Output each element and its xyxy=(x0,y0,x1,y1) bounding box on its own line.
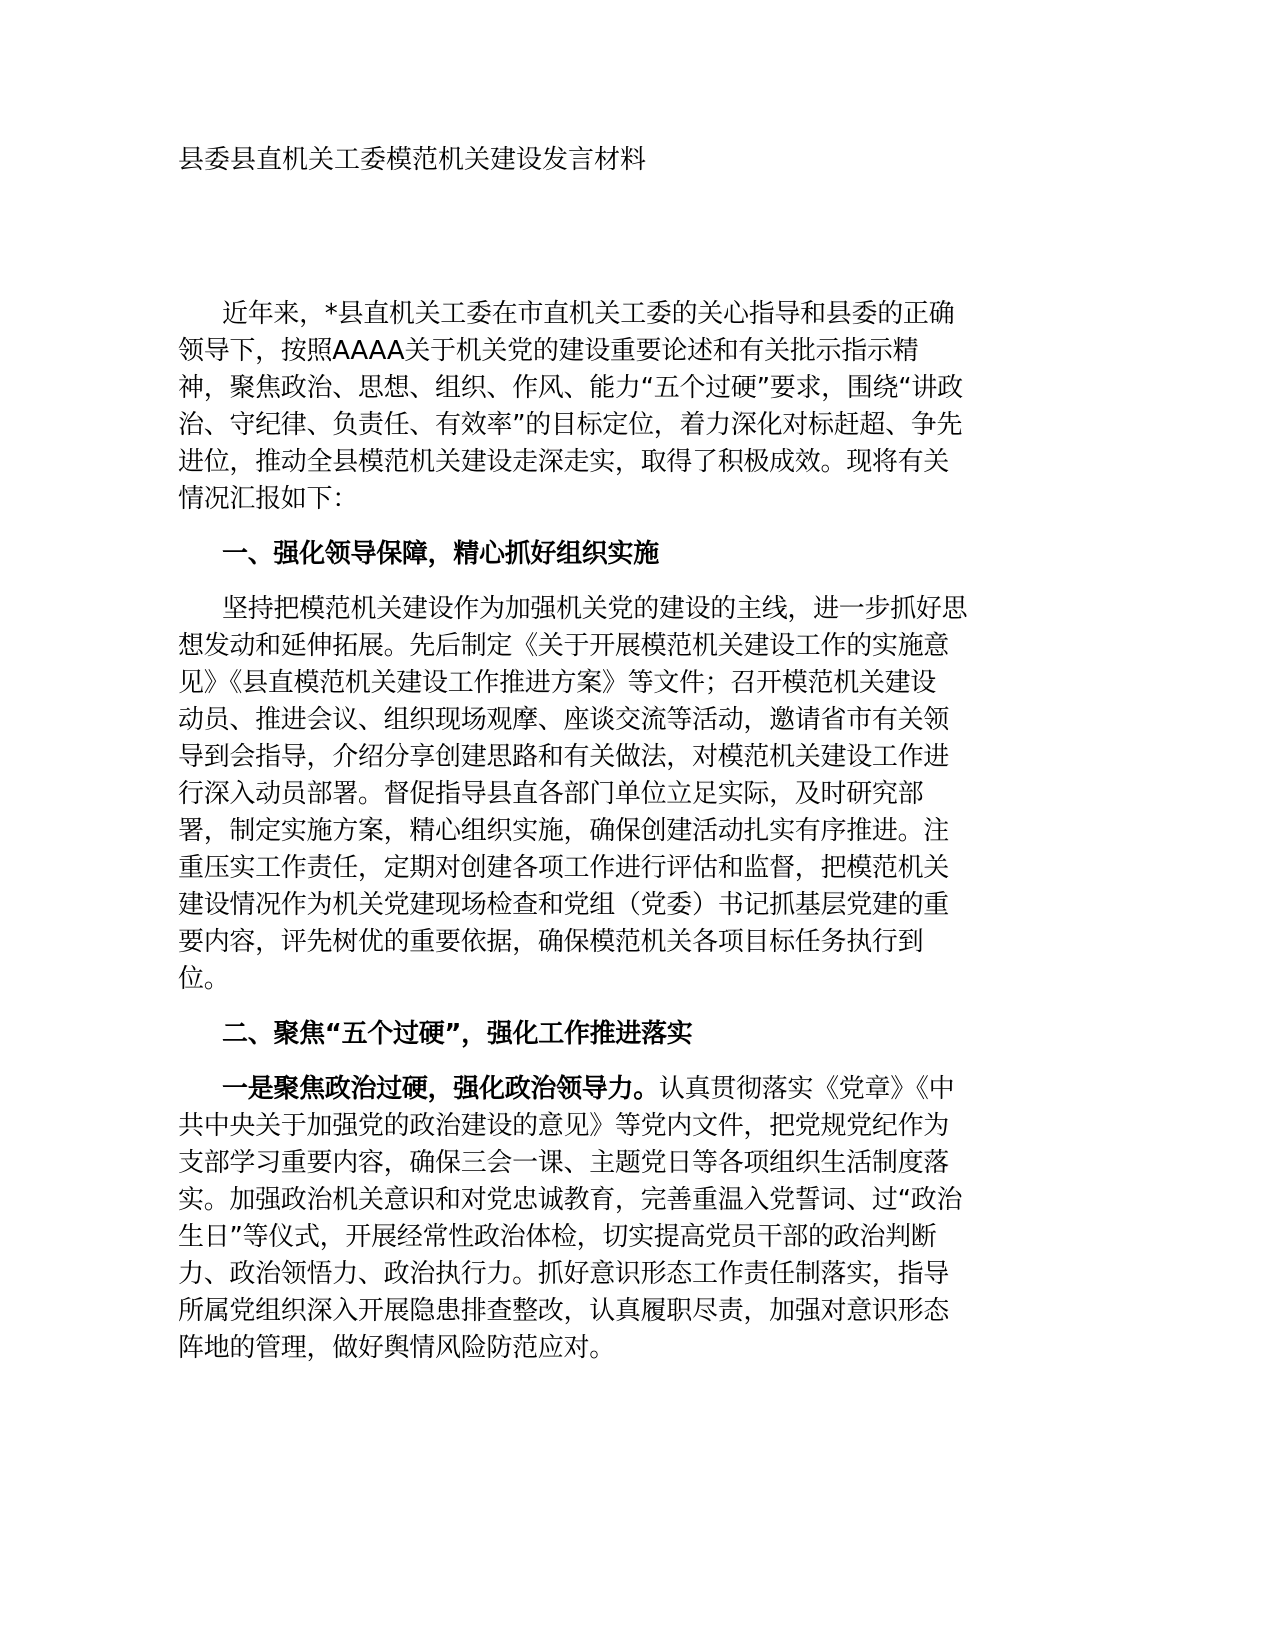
text-line: 近年来，*县直机关工委在市直机关工委的关心指导和县委的正确 xyxy=(222,299,955,329)
section-2-heading: 二、聚焦“五个过硬”，强化工作推进落实 xyxy=(222,1019,693,1049)
paragraph-lead-bold: 一是聚焦政治过硬，强化政治领导力。 xyxy=(222,1074,659,1104)
text-line: 所属党组织深入开展隐患排查整改，认真履职尽责，加强对意识形态 xyxy=(178,1296,950,1326)
text-line: 位。 xyxy=(178,964,230,994)
text-line: 治、守纪律、负责任、有效率”的目标定位，着力深化对标赶超、争先 xyxy=(178,410,963,440)
text-line: 支部学习重要内容，确保三会一课、主题党日等各项组织生活制度落 xyxy=(178,1148,950,1178)
text-line: 进位，推动全县模范机关建设走深走实，取得了积极成效。现将有关 xyxy=(178,447,950,477)
text-line: 想发动和延伸拓展。先后制定《关于开展模范机关建设工作的实施意 xyxy=(178,631,950,661)
text-line: 共中央关于加强党的政治建设的意见》等党内文件，把党规党纪作为 xyxy=(178,1111,950,1141)
text-line: 建设情况作为机关党建现场检查和党组（党委）书记抓基层党建的重 xyxy=(178,890,950,920)
document-title: 县委县直机关工委模范机关建设发言材料 xyxy=(178,145,647,175)
text-line: 行深入动员部署。督促指导县直各部门单位立足实际，及时研究部 xyxy=(178,779,924,809)
document-body xyxy=(178,296,1033,1385)
text-line: 要内容，评先树优的重要依据，确保模范机关各项目标任务执行到 xyxy=(178,927,924,957)
text-line: 署，制定实施方案，精心组织实施，确保创建活动扎实有序推进。注 xyxy=(178,816,950,846)
text-line: 情况汇报如下： xyxy=(178,484,358,514)
text-line: 坚持把模范机关建设作为加强机关党的建设的主线，进一步抓好思 xyxy=(222,594,968,624)
text-line: 领导下，按照AAAA关于机关党的建设重要论述和有关批示指示精 xyxy=(178,336,919,366)
text-line xyxy=(178,1071,1033,1108)
section-1-heading: 一、强化领导保障，精心抓好组织实施 xyxy=(222,539,659,569)
text-line: 见》《县直模范机关建设工作推进方案》等文件；召开模范机关建设 xyxy=(178,668,937,698)
text-line: 重压实工作责任，定期对创建各项工作进行评估和监督，把模范机关 xyxy=(178,853,950,883)
section-1-paragraph xyxy=(178,591,1033,998)
text-line: 动员、推进会议、组织现场观摩、座谈交流等活动，邀请省市有关领 xyxy=(178,705,950,735)
text-line: 力、政治领悟力、政治执行力。抓好意识形态工作责任制落实，指导 xyxy=(178,1259,950,1289)
text-line: 导到会指导，介绍分享创建思路和有关做法，对模范机关建设工作进 xyxy=(178,742,950,772)
intro-paragraph xyxy=(178,296,1033,518)
section-2-paragraph xyxy=(178,1071,1033,1367)
text-line: 阵地的管理，做好舆情风险防范应对。 xyxy=(178,1333,615,1363)
text-line: 生日”等仪式，开展经常性政治体检，切实提高党员干部的政治判断 xyxy=(178,1222,937,1252)
text-line: 实。加强政治机关意识和对党忠诚教育，完善重温入党誓词、过“政治 xyxy=(178,1185,963,1215)
text-line: 神，聚焦政治、思想、组织、作风、能力“五个过硬”要求，围绕“讲政 xyxy=(178,373,963,403)
paragraph-lead-rest: 认真贯彻落实《党章》《中 xyxy=(658,1074,955,1104)
